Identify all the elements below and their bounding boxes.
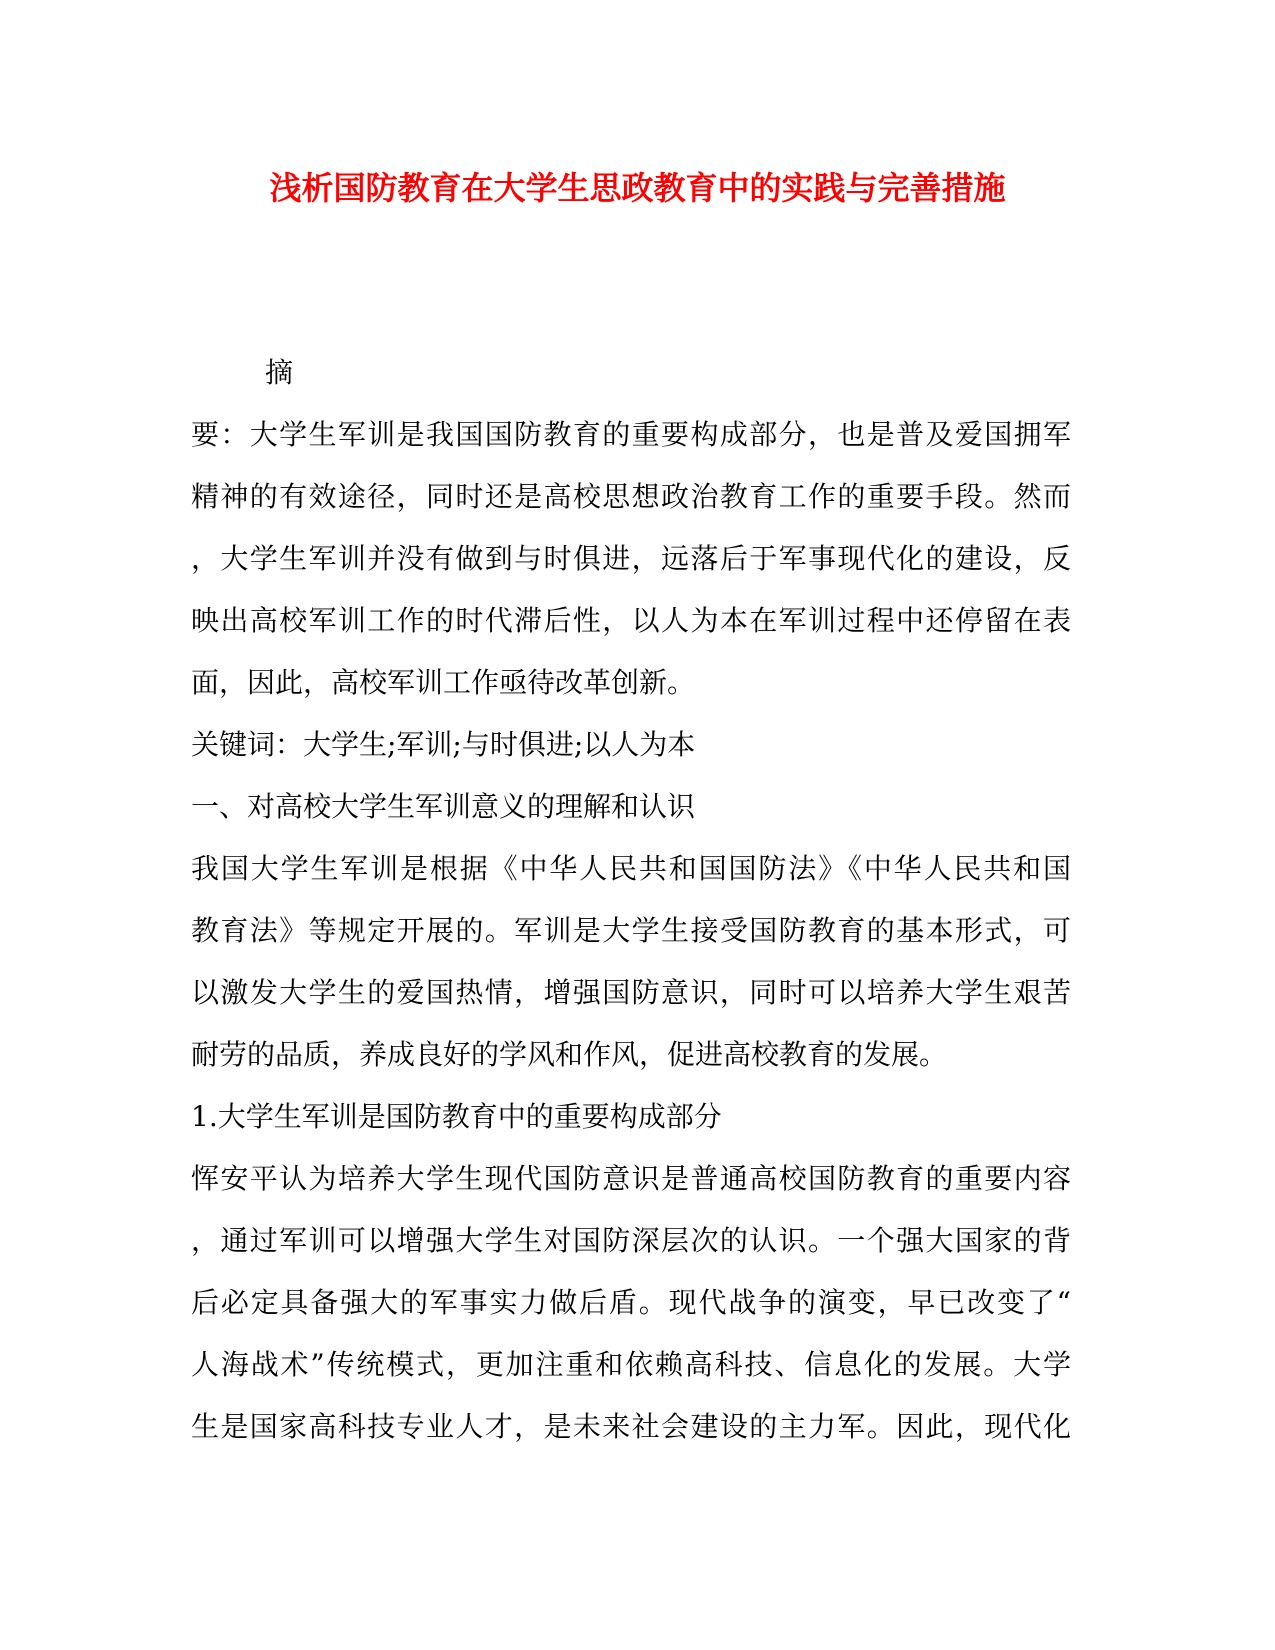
- body-line-7: 后必定具备强大的军事实力做后盾。现代战争的演变，早已改变了“: [191, 1286, 1071, 1319]
- body-line-6: ，通过军训可以增强大学生对国防深层次的认识。一个强大国家的背: [191, 1224, 1071, 1257]
- abstract-label: 摘: [265, 356, 294, 389]
- abstract-line-1: 要：大学生军训是我国国防教育的重要构成部分，也是普及爱国拥军: [191, 418, 1071, 451]
- abstract-line-4: 映出高校军训工作的时代滞后性，以人为本在军训过程中还停留在表: [191, 604, 1071, 637]
- section-heading-1: 一、对高校大学生军训意义的理解和认识: [191, 790, 696, 823]
- abstract-line-3: ，大学生军训并没有做到与时俱进，远落后于军事现代化的建设，反: [191, 542, 1071, 575]
- body-line-5: 恽安平认为培养大学生现代国防意识是普通高校国防教育的重要内容: [191, 1162, 1071, 1195]
- body-line-2: 教育法》等规定开展的。军训是大学生接受国防教育的基本形式，可: [191, 914, 1071, 947]
- abstract-line-2: 精神的有效途径，同时还是高校思想政治教育工作的重要手段。然而: [191, 480, 1071, 513]
- keywords-line: 关键词：大学生;军训;与时俱进;以人为本: [191, 728, 696, 761]
- body-line-3: 以激发大学生的爱国热情，增强国防意识，同时可以培养大学生艰苦: [191, 976, 1071, 1009]
- body-line-4: 耐劳的品质，养成良好的学风和作风，促进高校教育的发展。: [191, 1038, 948, 1071]
- document-title: 浅析国防教育在大学生思政教育中的实践与完善措施: [269, 169, 1006, 207]
- subsection-heading-1: 1.大学生军训是国防教育中的重要构成部分: [191, 1100, 722, 1133]
- abstract-line-5: 面，因此，高校军训工作亟待改革创新。: [191, 666, 696, 699]
- body-line-1: 我国大学生军训是根据《中华人民共和国国防法》《中华人民共和国: [191, 852, 1071, 885]
- body-line-8: 人海战术”传统模式，更加注重和依赖高科技、信息化的发展。大学: [191, 1348, 1071, 1381]
- body-line-9: 生是国家高科技专业人才，是未来社会建设的主力军。因此，现代化: [191, 1410, 1071, 1443]
